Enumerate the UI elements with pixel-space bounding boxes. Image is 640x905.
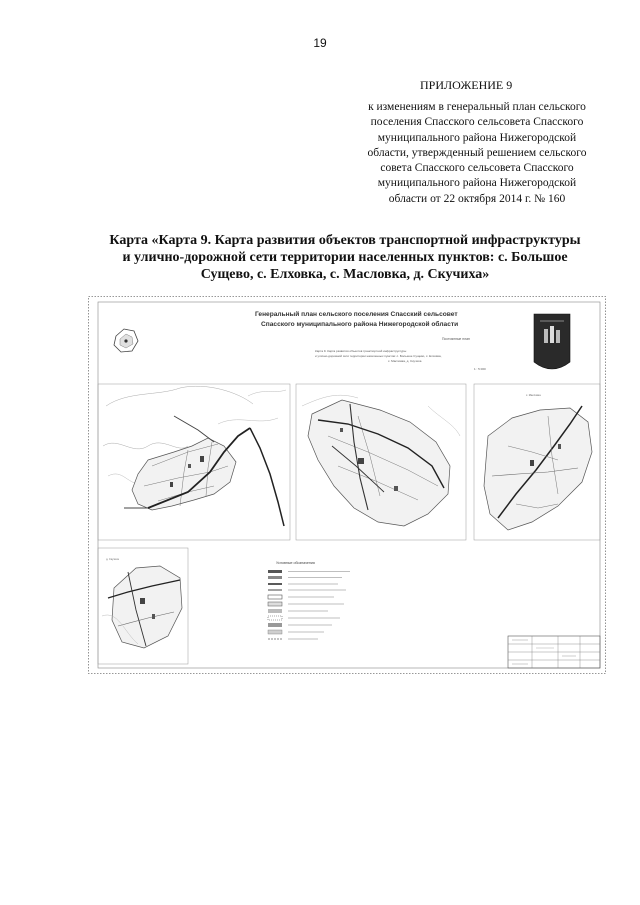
appendix-line: области от 22 октября 2014 г. № 160: [388, 192, 566, 205]
map-panel-bolshoe-sushchevo: [98, 384, 290, 540]
map-legend: [268, 561, 350, 639]
map-sheet-drawing: [88, 296, 606, 674]
map-panel-elkhovka: [296, 384, 466, 540]
svg-text:д. Скучиха: д. Скучиха: [106, 558, 119, 561]
appendix-line: поселения Спасского сельсовета Спасского: [370, 116, 584, 129]
sheet-header-line1: Генеральный план сельского поселения Спасский сельсовет: [255, 311, 458, 318]
appendix-text: [336, 100, 618, 207]
map-title-line: и улично-дорожной сети территории населенных пунктов: с. Большое: [122, 250, 568, 265]
sheet-desc-line2: и улично-дорожной сети территории населенных пунктов: с. Большое Сущево, с. Елховка,: [315, 354, 442, 358]
coat-of-arms-icon: [534, 314, 570, 369]
appendix-line: к изменениям в генеральный план сельского: [368, 101, 586, 113]
appendix-line: совета Спасского сельсовета Спасского: [380, 162, 574, 175]
map-title: [80, 232, 610, 283]
map-panel-maslovka: [474, 384, 600, 540]
sheet-header-line2: Спасского муниципального района Нижегородской области: [261, 321, 459, 328]
sheet-desc-line3: с. Масловка, д. Скучиха: [388, 359, 422, 363]
sheet-subtitle: Постоянные план: [442, 337, 470, 341]
appendix-line: области, утвержденный решением сельского: [367, 146, 587, 159]
page-number: 19: [313, 36, 327, 50]
sheet-desc-line1: Карта 9. Карта развития объектов транспортной инфраструктуры: [315, 349, 407, 353]
sheet-scale: 1 : 5 000: [474, 367, 486, 371]
map-title-line: Сущево, с. Елховка, с. Масловка, д. Скучиха»: [200, 267, 490, 282]
map-sheet: [88, 296, 606, 674]
legend-title: Условные обозначения: [276, 561, 315, 565]
map-panel-skuchikha: [98, 548, 188, 664]
map-title-line: Карта «Карта 9. Карта развития объектов транспортной инфраструктуры: [109, 233, 581, 248]
location-inset: [114, 329, 138, 352]
appendix-title: ПРИЛОЖЕНИЕ 9: [420, 78, 513, 92]
appendix-line: муниципального района Нижегородской: [377, 177, 577, 190]
svg-text:с. Масловка: с. Масловка: [526, 394, 541, 397]
appendix-line: муниципального района Нижегородской: [377, 131, 577, 144]
title-block: [508, 636, 600, 668]
